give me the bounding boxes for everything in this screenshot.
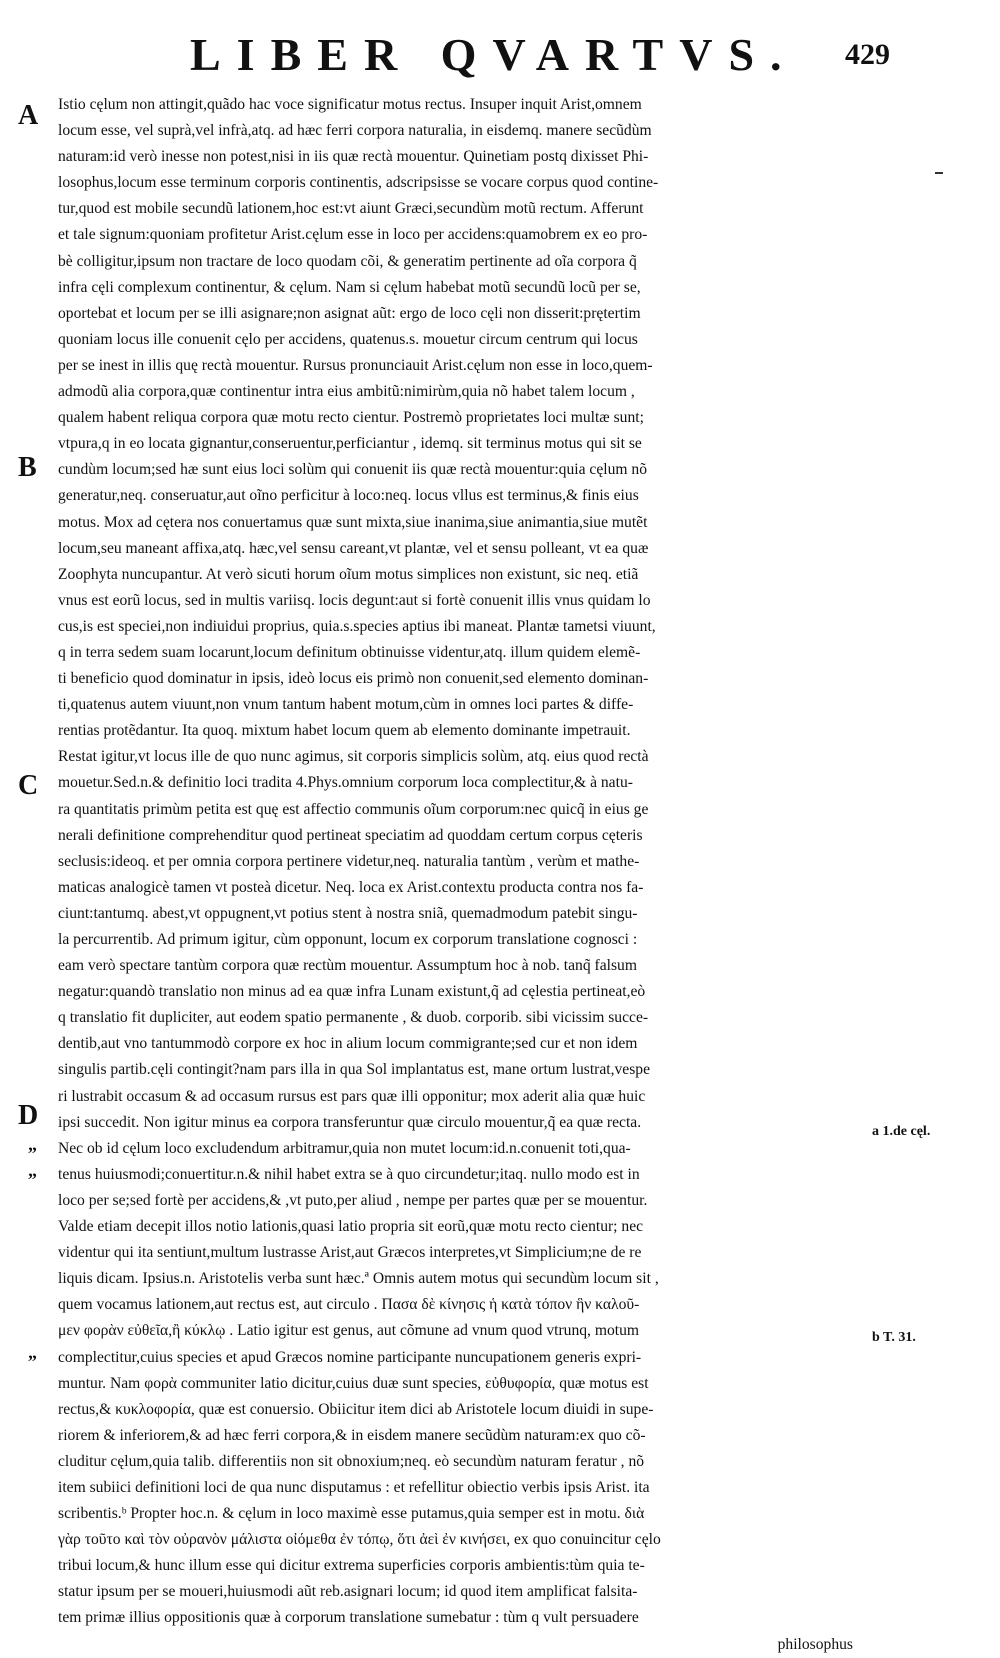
text-line: ra quantitatis primùm petita est quę est affectio communis oĩum corporum:nec quicq̃ in eius ge — [58, 800, 649, 818]
running-title: LIBER QVARTVS. — [190, 29, 798, 80]
text-line: rentias protẽdantur. Ita quoq. mixtum habet locum quem ab elemento dominante impetrauit. — [58, 722, 631, 740]
text-line: cluditur cęlum,quia talib. differentiis non sit obnoxium;neq. eò secundùm naturam feratur , nõ — [58, 1452, 645, 1470]
text-line: admodũ alia corpora,quæ continentur intra eius ambitũ:nimirùm,quia nõ habet talem locum , — [58, 383, 635, 401]
body-text — [58, 92, 863, 1658]
text-line: vnus est eorũ locus, sed in multis variisq. locis degunt:aut si fortè conuenit illis vnus quidam lo — [58, 591, 651, 609]
text-line: ciunt:tantumq. abest,vt oppugnent,vt potius stent à nostra sniã, quemadmodum patebit singu- — [58, 904, 638, 922]
section-letter-a: A — [18, 100, 39, 131]
text-line: loco per se;sed fortè per accidens,& ,vt puto,per aliud , nempe per partes quæ per se mouentur. — [58, 1191, 648, 1209]
text-line: negatur:quandò translatio non minus ad ea quæ infra Lunam existunt,q̃ ad cęlestia pertineat,eò — [58, 983, 646, 1001]
text-line: infra cęli complexum continentur, & cęlum. Nam si cęlum habebat motũ secundũ locũ per se, — [58, 278, 641, 296]
text-line: Valde etiam decepit illos notio lationis,quasi latio propria sit eorũ,quæ motu recto cientur; nec — [58, 1218, 644, 1236]
text-line: motus. Mox ad cętera nos conuertamus quæ sunt mixta,siue inanima,siue animantia,siue mutẽt — [58, 513, 648, 531]
text-line: et tale signum:quoniam profitetur Arist.cęlum esse in loco per accidens:quamobrem ex eo pro- — [58, 226, 648, 244]
text-line: maticas analogicè tamen vt posteà dicetur. Neq. loca ex Arist.contextu producta contra nos fa- — [58, 878, 644, 896]
quote-mark: „ — [28, 1342, 37, 1362]
section-letter-c: C — [18, 770, 39, 801]
quote-mark: „ — [28, 1160, 37, 1180]
margin-dash — [935, 172, 943, 174]
text-line: Zoophyta nuncupantur. At verò sicuti horum oĩum motus simplices non existunt, sic neq. etiã — [58, 565, 639, 583]
text-line: tribui locum,& hunc illum esse qui dicitur extrema superficies corporis ambientis:tùm quia te- — [58, 1557, 645, 1575]
text-line: q translatio fit dupliciter, aut eodem spatio permanente , & duob. corporib. sibi vicissim succe- — [58, 1009, 649, 1027]
text-line: ipsi succedit. Non igitur minus ea corpora transferuntur quæ circulo mouentur,q̃ ea quæ recta. — [58, 1113, 642, 1131]
text-line: item subiici definitioni loci de qua nunc disputamus : et refellitur obiectio verbis ipsis Arist. ita — [58, 1478, 650, 1496]
text-line: nerali definitione comprehenditur quod pertineat speciatim ad quoddam certum corpus cęteris — [58, 826, 643, 844]
text-line: riorem & inferiorem,& ad hæc ferri corpora,& in eisdem manere secũdùm naturam:ex quo cõ- — [58, 1426, 646, 1444]
text-line: seclusis:ideoq. et per omnia corpora pertinere videtur,neq. naturalia tantùm , verùm et mathe- — [58, 852, 640, 870]
marginal-note-a: a 1.de cęl. — [872, 1124, 931, 1139]
text-line: singulis partib.cęli contingit?nam pars illa in qua Sol implantatus est, mane ortum lustrat,vespe — [58, 1061, 651, 1079]
text-line: μεν φορὰν εὐθεῖα,ἢ κύκλῳ . Latio igitur est genus, aut cõmune ad vnum quod vtrunq, motum — [58, 1322, 640, 1340]
text-line: scribentis.ᵇ Propter hoc.n. & cęlum in loco maximè esse putamus,quia semper est in motu. διὰ — [58, 1505, 645, 1523]
text-line: videntur qui ita sentiunt,multum lustrasse Arist,aut Græcos interpretes,vt Simplicium;ne de re — [58, 1244, 642, 1262]
text-line: dentib,aut vno tantummodò corpore ex hoc in alium locum commigrante;sed cur et non idem — [58, 1035, 638, 1053]
text-line: q in terra sedem suam locarunt,locum definitum obtinuisse videntur,atq. illum quidem elemẽ- — [58, 643, 641, 661]
text-line: mouetur.Sed.n.& definitio loci tradita 4.Phys.omnium corporum loca complectitur,& à natu- — [58, 774, 633, 792]
text-line: complectitur,cuius species et apud Græcos nomine participante nuncupationem generis expri- — [58, 1348, 642, 1366]
section-letter-b: B — [18, 452, 37, 483]
text-line: liquis dicam. Ipsius.n. Aristotelis verba sunt hæc.ª Omnis autem motus qui secundùm locum sit , — [58, 1270, 659, 1288]
text-line: ti,quatenus autem viuunt,non vnum tantum habent motum,cùm in omnes loci partes & diffe- — [58, 696, 634, 714]
text-line: per se inest in illis quę rectà mouentur. Rursus pronunciauit Arist.cęlum non esse in loco,quem- — [58, 356, 653, 374]
text-line: rectus,& κυκλοφορία, quæ est conuersio. Obiicitur item dici ab Aristotele locum diuidi in supe- — [58, 1400, 654, 1418]
text-line: oportebat et locum per se illi asignare;non asignat aũt: ergo de loco cęli non disserit:prętertim — [58, 304, 641, 322]
text-line: ti beneficio quod dominatur in ipsis, ideò locus eis primò non conuenit,sed elemento dominan- — [58, 670, 649, 688]
text-line: bè colligitur,ipsum non tractare de loco quodam cõi, & generatim pertinente ad oĩa corpora q̃ — [58, 252, 637, 270]
quote-mark: „ — [28, 1134, 37, 1154]
text-line: quoniam locus ille conuenit cęlo per accidens, quatenus.s. mouetur circum centrum qui locus — [58, 330, 638, 348]
text-line: vtpura,q in eo locata gignantur,conseruentur,perficiantur , idemq. sit terminus motus qui sit se — [58, 435, 642, 453]
text-line: Restat igitur,vt locus ille de quo nunc agimus, sit corporis simplicis solùm, atq. eius quod rectà — [58, 748, 649, 766]
text-line: ri lustrabit occasum & ad occasum rursus est pars quæ illi opponitur; mox aderit alia quæ huic — [58, 1087, 646, 1105]
text-line: cundùm locum;sed hæ sunt eius loci solùm qui conuenit iis quæ rectà mouentur:quia cęlum nõ — [58, 461, 648, 479]
text-line: locum esse, vel suprà,vel infrà,atq. ad hæc ferri corpora naturalia, in eisdemq. manere secũdùm — [58, 122, 652, 140]
text-line: Istio cęlum non attingit,quãdo hac voce significatur motus rectus. Insuper inquit Arist,omnem — [58, 96, 642, 113]
text-line: philosophus — [777, 1635, 853, 1653]
text-line: statur ipsum per se moueri,huiusmodi aũt reb.asignari locum; id quod item amplificat falsita- — [58, 1583, 638, 1601]
text-line: tem primæ illius oppositionis quæ à corporum translatione sumebatur : tùm q vult persuadere — [58, 1609, 639, 1627]
text-line: qualem habent reliqua corpora quæ motu recto cientur. Postremò proprietates loci multæ sunt; — [58, 409, 644, 427]
text-line: γὰρ τοῦτο καὶ τὸν οὐρανὸν μάλιστα οἰόμεθα ἐν τόπῳ, ὅτι ἀεὶ ἐν κινήσει, ex quo conuincitur cęlo — [58, 1531, 661, 1549]
marginal-note-b: b T. 31. — [872, 1330, 916, 1345]
text-line: tur,quod est mobile secundũ lationem,hoc est:vt aiunt Græci,secundùm motũ rectum. Afferunt — [58, 200, 644, 218]
text-line: quem vocamus lationem,aut rectus est, aut circulo . Πασα δὲ κίνησις ἡ κατὰ τόπον ἣν καλοῦ- — [58, 1296, 640, 1314]
text-line: locum,seu maneant affixa,atq. hæc,vel sensu careant,vt plantæ, vel et sensu polleant, vt ea quæ — [58, 539, 649, 557]
section-letter-d: D — [18, 1100, 39, 1131]
text-line: cus,is est speciei,non indiuidui proprius, quia.s.species aptius ibi maneat. Plantæ tametsi viuunt, — [58, 617, 656, 635]
text-line: muntur. Nam φορὰ communiter latio dicitur,cuius duæ sunt species, εὐθυφορία, quæ motus est — [58, 1374, 649, 1392]
text-line: generatur,neq. conseruatur,aut oĩno perficitur à loco:neq. locus vllus est terminus,& finis eius — [58, 487, 639, 505]
text-line: la percurrentib. Ad primum igitur, cùm opponunt, locum ex corporum translatione cognosci : — [58, 931, 638, 948]
text-line: eam verò spectare tantùm corpora quæ rectùm mouentur. Assumptum hoc à nob. tanq̃ falsum — [58, 957, 637, 975]
text-line: naturam:id verò inesse non potest,nisi in iis quæ rectà mouentur. Quinetiam postq dixisset Phi- — [58, 148, 649, 166]
text-line: Nec ob id cęlum loco excludendum arbitramur,quia non mutet locum:id.n.conuenit toti,qua- — [58, 1139, 631, 1157]
text-line: tenus huiusmodi;conuertitur.n.& nihil habet extra se à quo circundetur;itaq. nullo modo est in — [58, 1165, 640, 1183]
text-line: losophus,locum esse terminum corporis continentis, adscripsisse se vocare corpus quod contine- — [58, 174, 659, 192]
page-number: 429 — [845, 38, 890, 71]
page-header — [190, 28, 890, 88]
